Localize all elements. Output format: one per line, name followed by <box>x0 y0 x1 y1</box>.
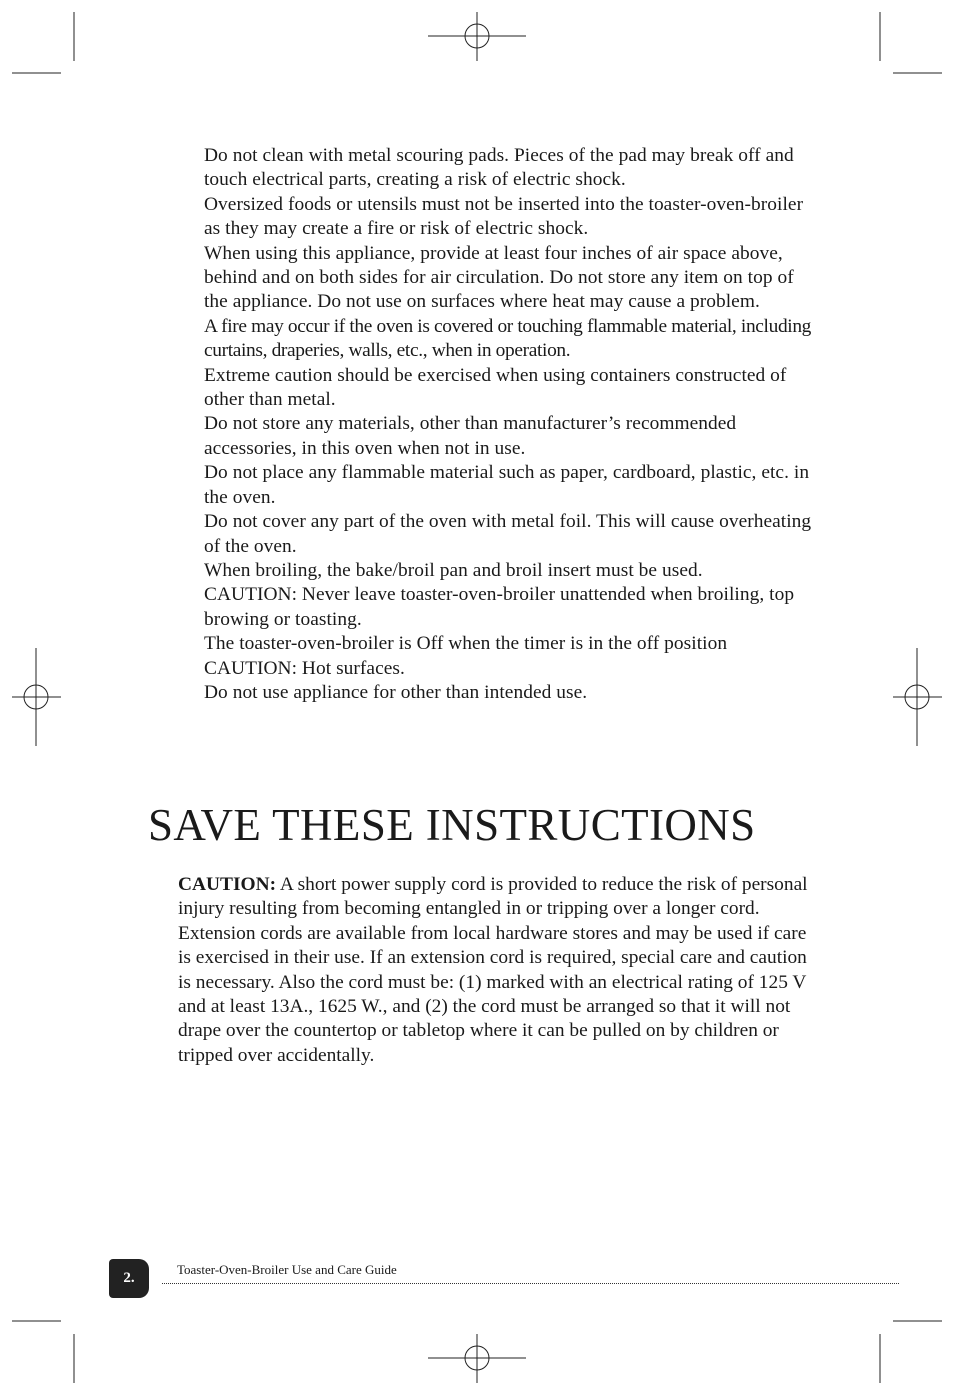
page-number-badge <box>109 1259 149 1298</box>
warning-item: Do not cover any part of the oven with metal foil. This will cause overheating of the oven. <box>204 511 812 557</box>
warning-item: Extreme caution should be exercised when using containers constructed of other than metal. <box>204 364 787 411</box>
footer-guide-title: Toaster-Oven-Broiler Use and Care Guide <box>177 1262 397 1277</box>
page-number: 2. <box>123 1270 135 1286</box>
warning-item: Do not use appliance for other than intended use. <box>204 681 588 703</box>
footer-dotted-rule <box>162 1283 899 1284</box>
warning-item: When using this appliance, provide at least four inches of air space above, behind and on both sides for air circulation. Do not store any item on top of the appliance. Do not use on surfaces where heat may cause a problem. <box>204 242 794 313</box>
warning-item: The toaster-oven-broiler is Off when the timer is in the off position <box>204 633 728 655</box>
warning-item: Oversized foods or utensils must not be inserted into the toaster-oven-broiler as they may create a fire or risk of electric shock. <box>204 193 804 240</box>
safety-warnings-list <box>204 144 816 705</box>
warning-item: A fire may occur if the oven is covered or touching flammable material, including curtains, draperies, walls, etc., when in operation. <box>204 315 812 362</box>
warning-item: Do not store any materials, other than manufacturer’s recommended accessories, in this oven when not in use. <box>204 413 737 459</box>
section-heading: SAVE THESE INSTRUCTIONS <box>148 800 756 850</box>
caution-text: A short power supply cord is provided to reduce the risk of personal injury resulting from becoming entangled in or tripping over a longer cord. Extension cords are available from local hardware stores and may be used if care is exercised in their use. If an extension cord is required, special care and caution is necessary. Also the cord must be: (1) marked with an electrical rating of 125 V and at least 13A., 1625 W., and (2) the cord must be arranged so that it will not drape over the countertop or tabletop where it can be pulled on by children or tripped over accidentally. <box>178 874 808 1066</box>
warning-item: Do not clean with metal scouring pads. Pieces of the pad may break off and touch electrical parts, creating a risk of electric shock. <box>204 145 794 191</box>
warning-item: When broiling, the bake/broil pan and broil insert must be used. <box>204 559 703 581</box>
warning-item: Do not place any flammable material such as paper, cardboard, plastic, etc. in the oven. <box>204 462 810 508</box>
warning-item: CAUTION: Hot surfaces. <box>204 657 405 679</box>
caution-label: CAUTION: <box>178 874 277 895</box>
caution-paragraph <box>178 873 810 1068</box>
warning-item: CAUTION: Never leave toaster-oven-broiler unattended when broiling, top browing or toasting. <box>204 584 795 630</box>
